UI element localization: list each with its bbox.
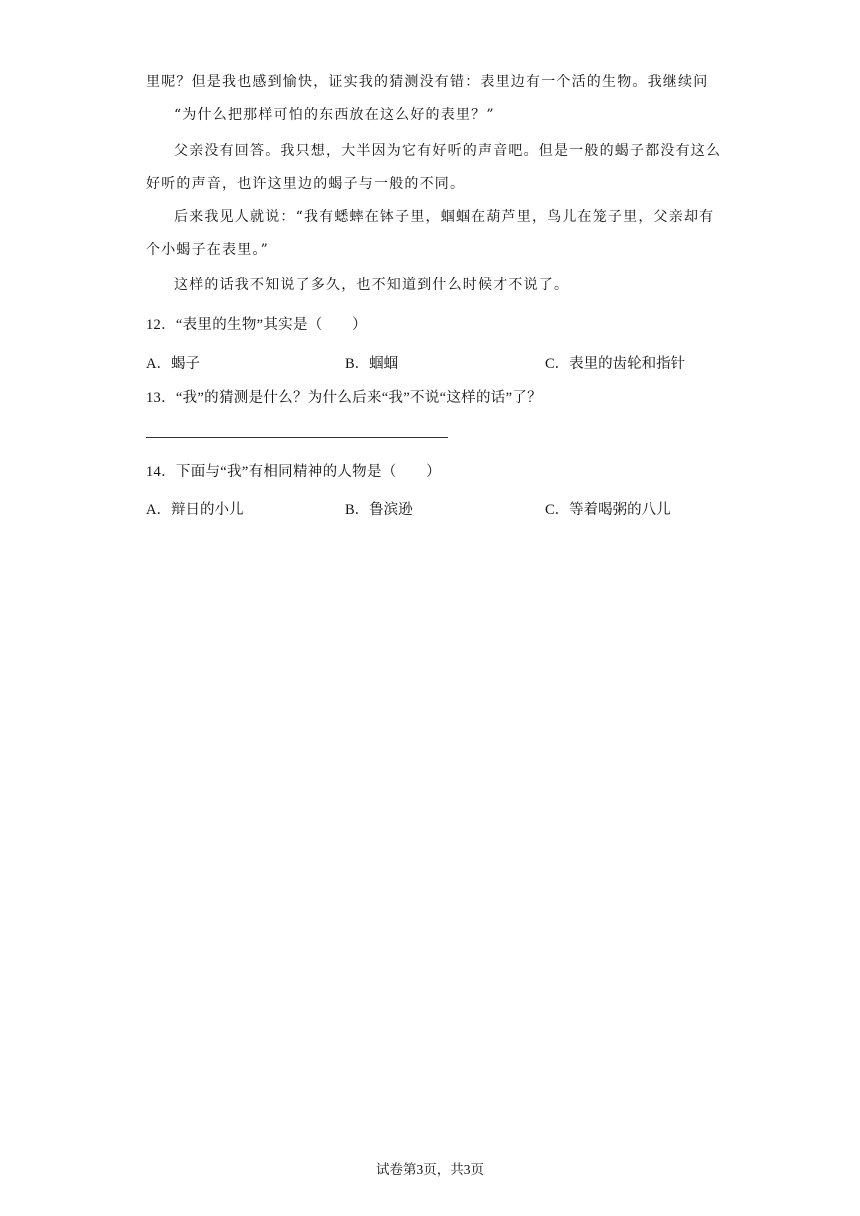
page-footer: 试卷第3页，共3页 bbox=[376, 1162, 484, 1177]
question-14-stem: 14．下面与“我”有相同精神的人物是（ ） bbox=[146, 464, 441, 480]
question-12-option-c[interactable]: C．表里的齿轮和指针 bbox=[545, 356, 686, 372]
question-14-option-c[interactable]: C．等着喝粥的八儿 bbox=[545, 502, 671, 518]
question-13-stem: 13．“我”的猜测是什么？为什么后来“我”不说“这样的话”了？ bbox=[146, 390, 542, 406]
passage-line-5: 后来我见人就说：“我有蟋蟀在钵子里，蝈蝈在葫芦里，鸟儿在笼子里，父亲却有 bbox=[174, 209, 715, 225]
passage-line-1: 里呢？但是我也感到愉快，证实我的猜测没有错：表里边有一个活的生物。我继续问 bbox=[146, 74, 709, 90]
passage-line-6: 个小蝎子在表里。” bbox=[146, 242, 269, 258]
question-12-option-a[interactable]: A．蝎子 bbox=[146, 356, 200, 372]
question-14-option-b[interactable]: B．鲁滨逊 bbox=[345, 502, 413, 518]
question-14-option-a[interactable]: A．辩日的小儿 bbox=[146, 502, 244, 518]
question-12-stem: 12．“表里的生物”其实是（ ） bbox=[146, 317, 367, 333]
question-13-answer-line[interactable] bbox=[146, 437, 448, 438]
passage-line-3: 父亲没有回答。我只想，大半因为它有好听的声音吧。但是一般的蝎子都没有这么 bbox=[174, 143, 722, 159]
passage-line-7: 这样的话我不知说了多久，也不知道到什么时候才不说了。 bbox=[174, 277, 570, 293]
question-12-option-b[interactable]: B．蝈蝈 bbox=[345, 356, 399, 372]
passage-line-2: “为什么把那样可怕的东西放在这么好的表里？” bbox=[174, 107, 495, 123]
passage-line-4: 好听的声音，也许这里边的蝎子与一般的不同。 bbox=[146, 176, 466, 192]
